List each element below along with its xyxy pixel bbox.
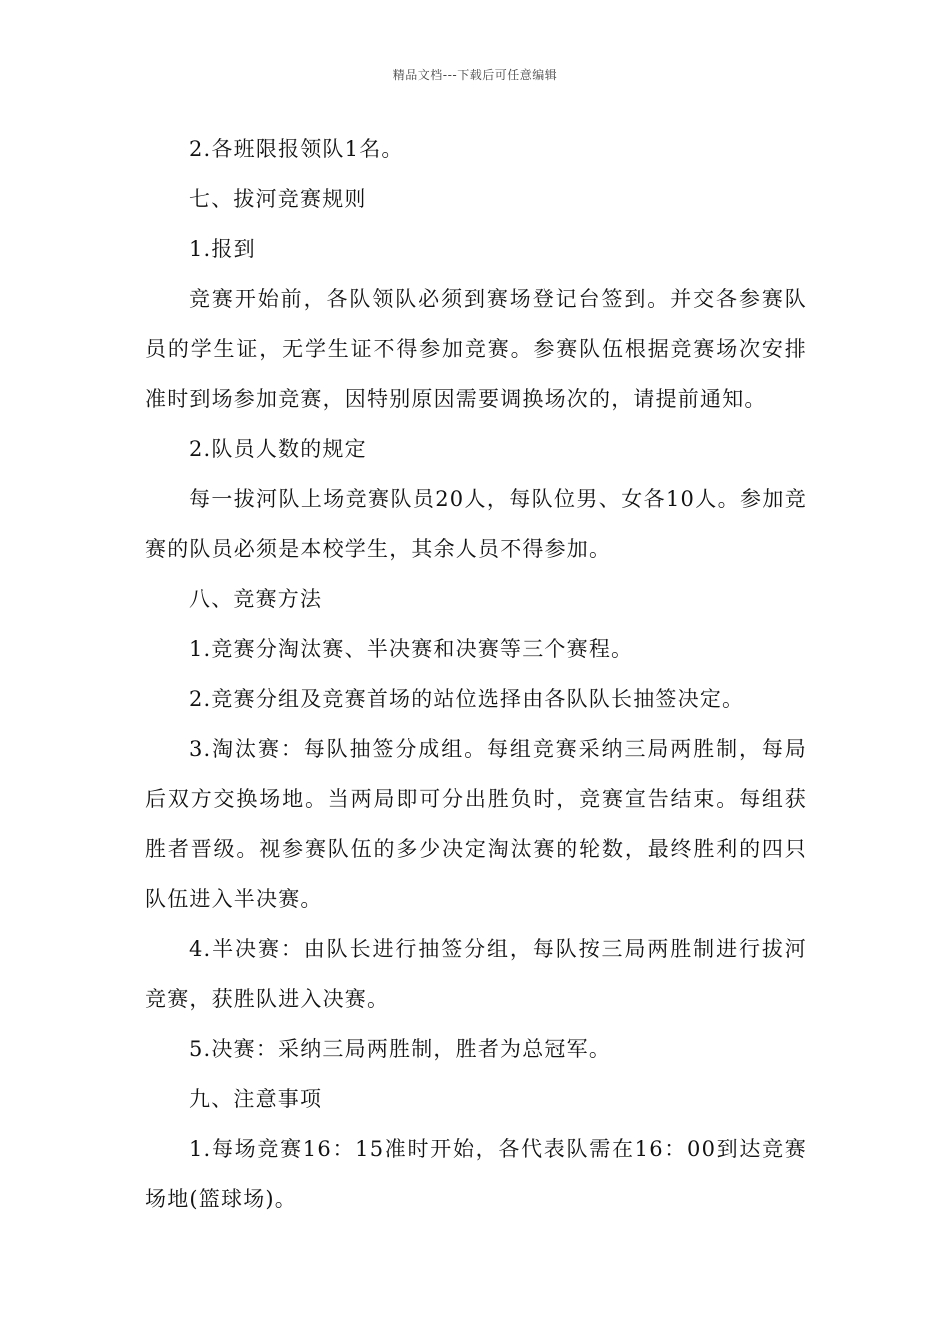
section-heading-notes: 九、注意事项: [189, 1087, 323, 1111]
item-final: 5.决赛：采纳三局两胜制，胜者为总冠军。: [189, 1037, 612, 1061]
subheading-team-size: 2.队员人数的规定: [189, 437, 367, 461]
subheading-registration: 1.报到: [189, 237, 256, 261]
item-elimination: 3.淘汰赛：每队抽签分成组。每组竞赛采纳三局两胜制，每局后双方交换场地。当两局即可分出胜负时，竞赛宣告结束。每组获胜者晋级。视参赛队伍的多少决定淘汰赛的轮数，最终胜利的四只队伍进入半决赛。: [145, 737, 807, 911]
page-header: 精品文档---下载后可任意编辑: [392, 68, 558, 82]
item-draw: 2.竞赛分组及竞赛首场的站位选择由各队队长抽签决定。: [189, 687, 745, 711]
paragraph-registration: 竞赛开始前，各队领队必须到赛场登记台签到。并交各参赛队员的学生证，无学生证不得参加竞赛。参赛队伍根据竞赛场次安排准时到场参加竞赛，因特别原因需要调换场次的，请提前通知。: [145, 287, 807, 411]
item-class-leader-limit: 2.各班限报领队1名。: [189, 137, 404, 161]
item-stages: 1.竞赛分淘汰赛、半决赛和决赛等三个赛程。: [189, 637, 634, 661]
paragraph-team-size: 每一拔河队上场竞赛队员20人，每队位男、女各10人。参加竞赛的队员必须是本校学生，其余人员不得参加。: [145, 487, 807, 561]
item-start-time: 1.每场竞赛16：15准时开始，各代表队需在16：00到达竞赛场地(篮球场)。: [145, 1137, 807, 1211]
section-heading-rules: 七、拔河竞赛规则: [189, 187, 367, 211]
item-semifinal: 4.半决赛：由队长进行抽签分组，每队按三局两胜制进行拔河竞赛，获胜队进入决赛。: [145, 937, 807, 1011]
document-body: [145, 124, 807, 1224]
section-heading-method: 八、竞赛方法: [189, 587, 323, 611]
